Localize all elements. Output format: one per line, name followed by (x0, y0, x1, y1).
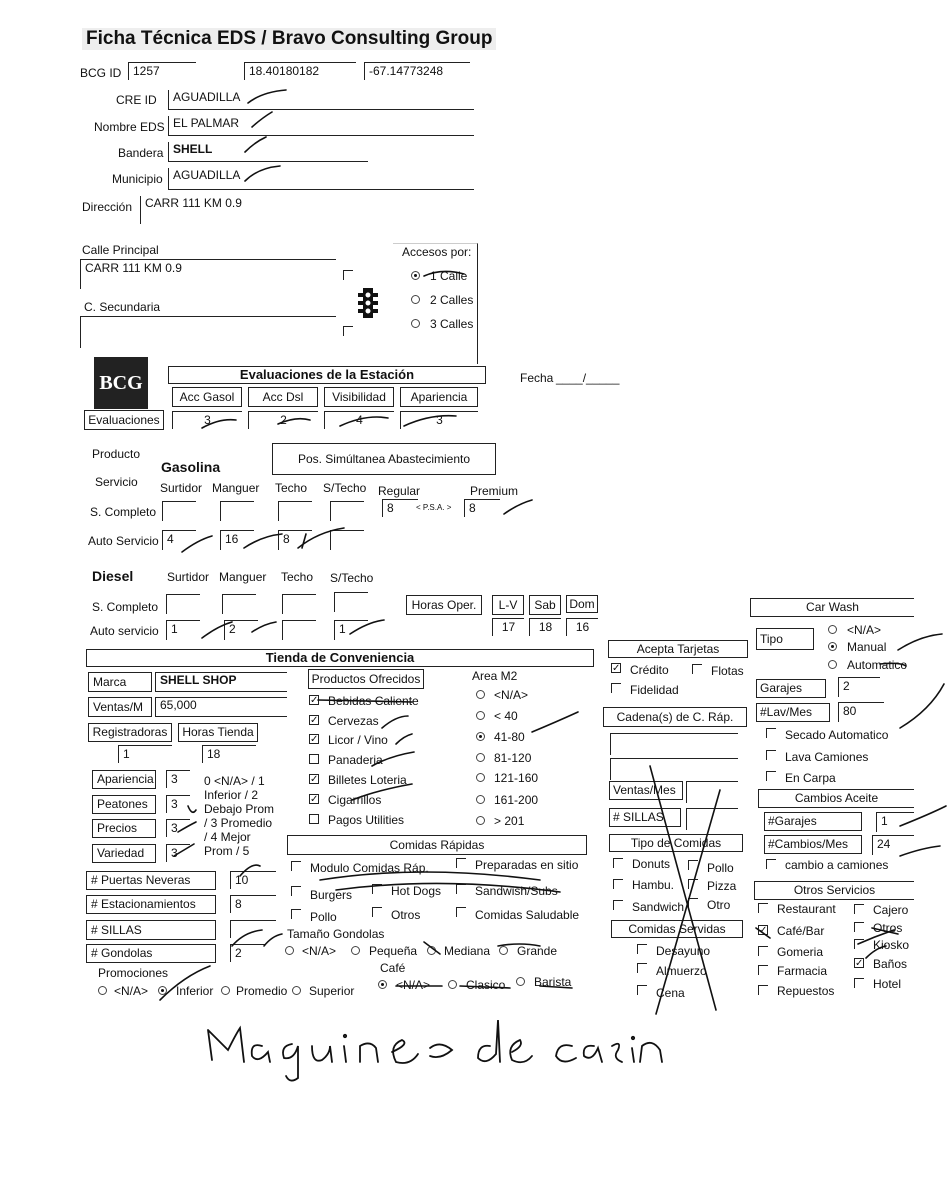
cadena-ventas-value[interactable] (686, 781, 738, 803)
gas-sc-surtidor[interactable] (162, 501, 196, 521)
car-wash-manual-label: Manual (847, 640, 887, 654)
traffic-light-icon (356, 287, 380, 324)
promo-superior-label: Superior (309, 984, 355, 998)
dsl-sc-stecho[interactable] (334, 592, 368, 612)
tamano-na-label: <N/A> (302, 944, 337, 958)
scale-line-5: / 4 Mejor (204, 830, 251, 844)
dsl-as-techo[interactable] (282, 620, 316, 640)
otros-right-check-4[interactable] (854, 978, 864, 988)
dsl-sc-manguer[interactable] (222, 594, 256, 614)
gondolas-value[interactable]: 2 (230, 944, 266, 962)
gas-as-manguer[interactable]: 16 (220, 530, 254, 550)
latitude-field[interactable]: 18.40180182 (244, 62, 356, 80)
page-title: Ficha Técnica EDS / Bravo Consulting Group (82, 28, 496, 50)
flotas-label: Flotas (711, 664, 744, 678)
producto-label-3: Panaderia (328, 753, 383, 767)
puertas-neveras-label: # Puertas Neveras (86, 871, 216, 890)
otro-tc-label: Otro (707, 898, 731, 912)
otros-left-check-4[interactable] (758, 985, 768, 995)
cafe-clasico-radio[interactable] (448, 980, 457, 989)
gas-sc-manguer[interactable] (220, 501, 254, 521)
producto-check-2[interactable]: ✓ (310, 734, 319, 745)
fidelidad-label: Fidelidad (630, 683, 679, 697)
area-radio-1[interactable] (476, 711, 485, 720)
apariencia-tienda-value[interactable]: 3 (166, 770, 190, 788)
otros-cr-check[interactable] (372, 907, 382, 917)
sab-value[interactable]: 18 (529, 618, 561, 636)
area-label-0: <N/A> (494, 688, 529, 702)
sillas-value[interactable] (230, 920, 276, 938)
sandwish-label: Sandwish/Subs (475, 884, 558, 898)
direccion-label: Dirección (82, 200, 133, 214)
horas-tienda-value[interactable]: 18 (202, 745, 256, 763)
area-radio-4[interactable] (476, 773, 485, 782)
scale-line-3: Debajo Prom (204, 802, 275, 816)
hambu-check[interactable] (613, 879, 623, 889)
longitude-field[interactable]: -67.14773248 (364, 62, 470, 80)
direccion-field[interactable]: CARR 111 KM 0.9 (140, 196, 474, 224)
nombre-eds-label: Nombre EDS (94, 120, 165, 134)
producto-check-1[interactable]: ✓ (310, 715, 319, 726)
promo-na-label: <N/A> (114, 984, 149, 998)
otros-left-label-2: Gomeria (777, 945, 824, 959)
bcg-id-label: BCG ID (80, 66, 122, 80)
secado-label: Secado Automatico (785, 728, 889, 742)
producto-label-1: Cervezas (328, 714, 379, 728)
gondolas-label: # Gondolas (86, 944, 216, 963)
diesel-label: Diesel (92, 568, 134, 584)
productos-ofrecidos-title: Productos Ofrecidos (308, 669, 424, 689)
en-carpa-check[interactable] (766, 771, 776, 781)
area-radio-5[interactable] (476, 795, 485, 804)
comidas-servidas-title: Comidas Servidas (611, 920, 743, 938)
cadena-ventas-label: Ventas/Mes (609, 781, 683, 800)
desayuno-check[interactable] (637, 944, 647, 954)
dsl-surtidor-col: Surtidor (167, 570, 210, 584)
otros-right-check-1[interactable] (854, 922, 864, 932)
comidas-rapidas-title: Comidas Rápidas (287, 835, 587, 855)
pos-simultanea-header: Pos. Simúltanea Abastecimiento (272, 443, 496, 475)
otro-tc-check[interactable] (688, 898, 698, 908)
acceso-2-radio[interactable] (411, 295, 420, 304)
marca-label: Marca (88, 672, 152, 692)
acceso-3-label: 3 Calles (430, 317, 474, 331)
fidelidad-check[interactable] (611, 683, 621, 693)
gas-s-completo-label: S. Completo (90, 505, 157, 519)
dom-header: Dom (566, 595, 598, 613)
dsl-as-stecho[interactable]: 1 (334, 620, 368, 640)
area-label-1: < 40 (494, 709, 518, 723)
precios-value[interactable]: 3 (166, 819, 190, 837)
scale-line-6: Prom / 5 (204, 844, 250, 858)
cadena-sillas-label: # SILLAS (609, 808, 681, 827)
car-wash-title: Car Wash (750, 598, 914, 617)
otros-left-check-2[interactable] (758, 946, 768, 956)
donuts-label: Donuts (632, 857, 671, 871)
municipio-label: Municipio (112, 172, 163, 186)
otros-left-label-3: Farmacia (777, 964, 828, 978)
cambios-mes-label: #Cambios/Mes (764, 835, 862, 854)
otros-left-check-3[interactable] (758, 965, 768, 975)
pollo-tc-label: Pollo (707, 861, 734, 875)
promo-inferior-label: Inferior (176, 984, 214, 998)
producto-label: Producto (92, 447, 141, 461)
otros-right-label-2: Kiosko (873, 938, 910, 952)
car-wash-auto-label: Automatico (847, 658, 908, 672)
bcg-id-field[interactable]: 1257 (128, 62, 196, 80)
area-label-4: 121-160 (494, 771, 539, 785)
calle-principal-check[interactable] (343, 270, 353, 280)
gas-as-surtidor[interactable]: 4 (162, 530, 196, 550)
regular-label: Regular (378, 484, 421, 498)
producto-label-6: Pagos Utilities (328, 813, 405, 827)
accesos-label: Accesos por: (402, 245, 472, 259)
cambios-mes-value[interactable]: 24 (872, 835, 914, 855)
acceso-3-radio[interactable] (411, 319, 420, 328)
hambu-label: Hambu. (632, 878, 675, 892)
scale-line-4: / 3 Promedio (204, 816, 273, 830)
evaluaciones-title: Evaluaciones de la Estación (168, 366, 486, 384)
lava-camiones-label: Lava Camiones (785, 750, 869, 764)
dsl-s-completo-label: S. Completo (92, 600, 159, 614)
otros-left-check-0[interactable] (758, 903, 768, 913)
cambios-aceite-title: Cambios Aceite (758, 789, 914, 808)
otros-right-label-0: Cajero (873, 903, 909, 917)
area-label-2: 41-80 (494, 730, 525, 744)
otros-right-label-4: Hotel (873, 977, 902, 991)
bandera-label: Bandera (118, 146, 164, 160)
municipio-field[interactable]: AGUADILLA (168, 168, 474, 190)
calle-principal-label: Calle Principal (82, 243, 159, 257)
cafe-na-radio[interactable] (378, 980, 387, 989)
cena-label: Cena (656, 986, 685, 1000)
otros-cr-label: Otros (391, 908, 421, 922)
psa-label: < P.S.A. > (416, 503, 452, 512)
acc-gasol-header: Acc Gasol (172, 387, 242, 407)
car-wash-na-radio[interactable] (828, 625, 837, 634)
otros-servicios-title: Otros Servicios (754, 881, 914, 900)
lav-mes-label: #Lav/Mes (756, 703, 830, 722)
tamano-grande-label: Grande (517, 944, 558, 958)
tamano-gondolas-label: Tamaño Gondolas (287, 927, 385, 941)
registradoras-value[interactable]: 1 (118, 745, 172, 763)
cambios-garajes-label: #Garajes (764, 812, 862, 831)
car-wash-auto-radio[interactable] (828, 660, 837, 669)
producto-check-4[interactable]: ✓ (310, 774, 319, 785)
credito-check[interactable]: ✓ (612, 663, 621, 674)
scale-line-2: Inferior / 2 (204, 788, 259, 802)
dom-value[interactable]: 16 (566, 618, 598, 636)
en-carpa-label: En Carpa (785, 771, 836, 785)
dsl-techo-col: Techo (281, 570, 314, 584)
evaluaciones-button[interactable]: Evaluaciones (84, 410, 164, 430)
fecha-label: Fecha (520, 371, 554, 385)
cafe-clasico-label: Clasico (466, 978, 506, 992)
hot-dogs-label: Hot Dogs (391, 884, 442, 898)
registradoras-label: Registradoras (88, 723, 172, 742)
saludable-check[interactable] (456, 907, 466, 917)
donuts-check[interactable] (613, 858, 623, 868)
tamano-na-radio[interactable] (285, 946, 294, 955)
scale-line-1: 0 <N/A> / 1 (204, 774, 265, 788)
apariencia-value[interactable]: 3 (400, 411, 478, 429)
lav-mes-value[interactable]: 80 (838, 702, 884, 722)
otros-right-check-2[interactable] (854, 939, 864, 949)
acc-dsl-header: Acc Dsl (248, 387, 318, 407)
garajes-label: Garajes (756, 679, 826, 698)
calle-secundaria-label: C. Secundaria (84, 300, 161, 314)
preparadas-label: Preparadas en sitio (475, 858, 579, 872)
horas-oper-header: Horas Oper. (406, 595, 482, 615)
puertas-neveras-value[interactable]: 10 (230, 871, 276, 889)
marca-value[interactable]: SHELL SHOP (155, 672, 287, 692)
regular-value[interactable]: 8 (382, 499, 418, 517)
lv-header: L-V (492, 595, 524, 615)
ventas-label: Ventas/M (88, 697, 152, 717)
pollo-cr-check[interactable] (291, 909, 301, 919)
gas-surtidor-col: Surtidor (160, 481, 203, 495)
lava-camiones-check[interactable] (766, 750, 776, 760)
gas-as-stecho[interactable] (330, 530, 364, 550)
visibilidad-value[interactable]: 4 (324, 411, 394, 429)
cafe-label: Café (380, 961, 406, 975)
sandwich-check[interactable] (613, 900, 623, 910)
fecha-value[interactable]: ____/_____ (556, 371, 620, 385)
promo-inferior-radio[interactable] (158, 986, 167, 995)
producto-label-4: Billetes Loteria (328, 773, 407, 787)
sab-header: Sab (529, 595, 561, 615)
horas-tienda-label: Horas Tienda (178, 723, 258, 742)
cambios-garajes-value[interactable]: 1 (876, 812, 914, 832)
gas-sc-stecho[interactable] (330, 501, 364, 521)
area-radio-0[interactable] (476, 690, 485, 699)
area-label-5: 161-200 (494, 793, 539, 807)
calle-principal-field[interactable]: CARR 111 KM 0.9 (80, 259, 336, 289)
producto-check-0[interactable]: ✓ (310, 695, 319, 706)
sillas-label: # SILLAS (86, 920, 216, 940)
sandwish-check[interactable] (456, 884, 466, 894)
dsl-auto-servicio-label: Auto servicio (90, 624, 159, 638)
producto-label-5: Cigarrillos (328, 793, 382, 807)
cre-id-label: CRE ID (116, 93, 157, 107)
dsl-as-manguer[interactable]: 2 (224, 620, 258, 640)
variedad-label: Variedad (92, 844, 156, 863)
cafe-barista-label: Barista (534, 975, 572, 989)
producto-check-5[interactable]: ✓ (310, 794, 319, 805)
promo-superior-radio[interactable] (292, 986, 301, 995)
cafe-na-label: <N/A> (396, 978, 431, 992)
calle-secundaria-check[interactable] (343, 326, 353, 336)
calle-secundaria-field[interactable] (80, 316, 336, 348)
dsl-manguer-col: Manguer (219, 570, 267, 584)
producto-label-0: Bebidas Caliente (328, 694, 419, 708)
gas-manguer-col: Manguer (212, 481, 260, 495)
estacionamientos-label: # Estacionamientos (86, 895, 216, 914)
pizza-label: Pizza (707, 879, 737, 893)
otros-left-label-0: Restaurant (777, 902, 836, 916)
secado-check[interactable] (766, 728, 776, 738)
promo-promedio-label: Promedio (236, 984, 288, 998)
tipo-comidas-title: Tipo de Comidas (609, 834, 743, 852)
acc-gasol-value[interactable]: 3 (172, 411, 242, 429)
almuerzo-label: Almuerzo (656, 964, 707, 978)
servicio-label: Servicio (95, 475, 138, 489)
otros-left-label-1: Café/Bar (777, 924, 825, 938)
gas-stecho-col: S/Techo (323, 481, 367, 495)
peatones-label: Peatones (92, 795, 156, 814)
cadena-field-2[interactable] (610, 758, 738, 780)
bcg-logo: BCG (94, 357, 148, 409)
visibilidad-header: Visibilidad (324, 387, 394, 407)
car-wash-na-label: <N/A> (847, 623, 882, 637)
otros-right-label-1: Otros (873, 921, 903, 935)
area-label-6: > 201 (494, 814, 525, 828)
dsl-as-surtidor[interactable]: 1 (166, 620, 200, 640)
area-m2-label: Area M2 (472, 669, 518, 683)
tienda-title: Tienda de Conveniencia (86, 649, 594, 667)
peatones-value[interactable]: 3 (166, 795, 190, 813)
area-radio-2[interactable] (476, 732, 485, 741)
modulo-comidas-check[interactable] (291, 861, 301, 871)
gas-sc-techo[interactable] (278, 501, 312, 521)
hot-dogs-check[interactable] (372, 884, 382, 894)
car-wash-tipo-label: Tipo (756, 628, 814, 650)
estacionamientos-value[interactable]: 8 (230, 895, 276, 913)
burgers-check[interactable] (291, 886, 301, 896)
preparadas-check[interactable] (456, 858, 466, 868)
cre-id-field[interactable]: AGUADILLA (168, 90, 474, 110)
cadena-field-1[interactable] (610, 733, 738, 755)
ventas-value[interactable]: 65,000 (155, 697, 287, 717)
acc-dsl-value[interactable]: 2 (248, 411, 318, 429)
area-radio-3[interactable] (476, 753, 485, 762)
cadena-sillas-value[interactable] (686, 808, 738, 830)
gas-techo-col: Techo (275, 481, 308, 495)
tamano-mediana-label: Mediana (444, 944, 491, 958)
dsl-sc-techo[interactable] (282, 594, 316, 614)
variedad-value[interactable]: 3 (166, 844, 190, 862)
pizza-check[interactable] (688, 879, 698, 889)
producto-check-3[interactable] (309, 754, 319, 764)
producto-check-6[interactable] (309, 814, 319, 824)
gas-as-techo[interactable]: 8 (278, 530, 312, 550)
car-wash-manual-radio[interactable] (828, 642, 837, 651)
desayuno-label: Desayuno (656, 944, 711, 958)
cambio-camiones-check[interactable] (766, 859, 776, 869)
almuerzo-check[interactable] (637, 963, 647, 973)
otros-right-check-3[interactable]: ✓ (855, 958, 864, 969)
handwritten-note (210, 1020, 613, 1066)
area-label-3: 81-120 (494, 751, 532, 765)
precios-label: Precios (92, 819, 156, 838)
acceso-1-radio[interactable] (411, 271, 420, 280)
acepta-tarjetas-title: Acepta Tarjetas (608, 640, 748, 658)
premium-label: Premium (470, 484, 519, 498)
acceso-2-label: 2 Calles (430, 293, 474, 307)
sandwich-label: Sandwich (632, 900, 685, 914)
bandera-field[interactable]: SHELL (168, 142, 368, 162)
garajes-value[interactable]: 2 (838, 677, 880, 697)
acceso-1-label: 1 Calle (430, 269, 468, 283)
apariencia-header: Apariencia (400, 387, 478, 407)
otros-left-check-1[interactable]: ✓ (759, 925, 768, 936)
tamano-mediana-radio[interactable] (427, 946, 436, 955)
pollo-tc-check[interactable] (688, 860, 698, 870)
tamano-pequena-label: Pequeña (369, 944, 418, 958)
lv-value[interactable]: 17 (492, 618, 524, 636)
otros-right-check-0[interactable] (854, 904, 864, 914)
flotas-check[interactable] (692, 664, 702, 674)
gas-auto-servicio-label: Auto Servicio (88, 534, 159, 548)
dsl-sc-surtidor[interactable] (166, 594, 200, 614)
tamano-grande-radio[interactable] (499, 946, 508, 955)
burgers-label: Burgers (310, 888, 353, 902)
nombre-eds-field[interactable]: EL PALMAR (168, 116, 474, 136)
credito-label: Crédito (630, 663, 669, 677)
otros-right-label-3: Baños (873, 957, 908, 971)
area-radio-6[interactable] (476, 816, 485, 825)
cena-check[interactable] (637, 985, 647, 995)
promo-na-radio[interactable] (98, 986, 107, 995)
saludable-label: Comidas Saludable (475, 908, 580, 922)
cafe-barista-radio[interactable] (516, 977, 525, 986)
tamano-pequena-radio[interactable] (351, 946, 360, 955)
dsl-stecho-col: S/Techo (330, 571, 374, 585)
producto-label-2: Licor / Vino (328, 733, 388, 747)
apariencia-label: Apariencia (92, 770, 156, 789)
premium-value[interactable]: 8 (464, 499, 500, 517)
gasolina-label: Gasolina (161, 459, 221, 475)
cadenas-title: Cadena(s) de C. Ráp. (603, 707, 747, 727)
cambio-camiones-label: cambio a camiones (785, 858, 889, 872)
modulo-comidas-label: Modulo Comidas Ráp. (310, 861, 429, 875)
promociones-label: Promociones (98, 966, 169, 980)
promo-promedio-radio[interactable] (221, 986, 230, 995)
otros-left-label-4: Repuestos (777, 984, 835, 998)
pollo-cr-label: Pollo (310, 910, 337, 924)
